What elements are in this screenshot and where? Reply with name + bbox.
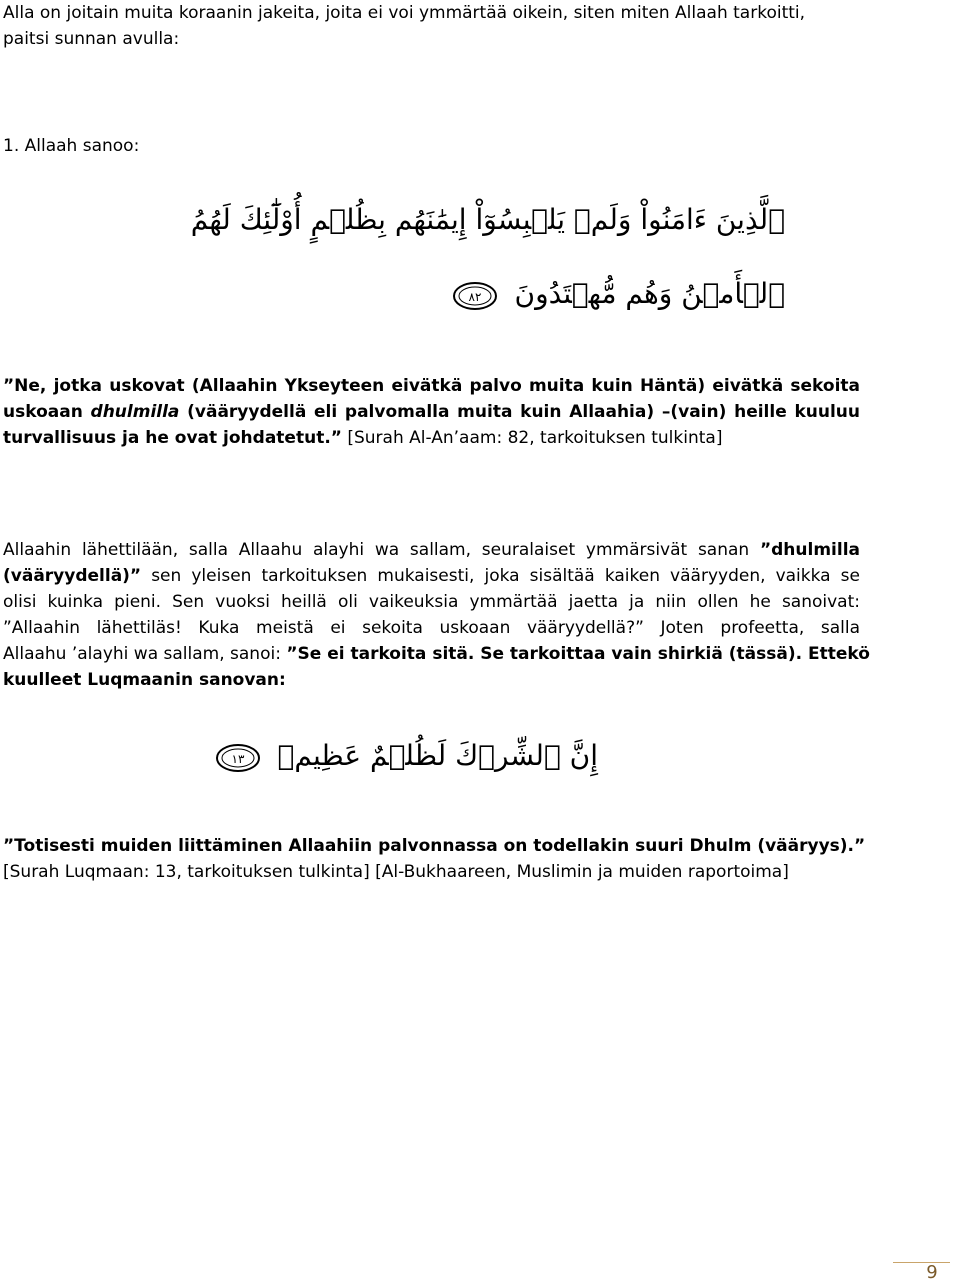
paragraph-line-2: [3, 563, 860, 589]
surah-reference: [Surah Al-An’aam: 82, tarkoituksen tulkinta]: [341, 428, 723, 448]
translation2-line-2: [Surah Luqmaan: 13, tarkoituksen tulkinta] [Al-Bukhaareen, Muslimin ja muiden raportoima]: [3, 862, 789, 882]
verse2-arabic-text: إِنَّ ٱلشِّرۡكَ لَظُلۡمٌ عَظِيمٞ: [277, 739, 598, 772]
paragraph-line-5: [3, 641, 870, 667]
page-number: 9: [926, 1262, 938, 1283]
paragraph-line-4: ”Allaahin lähettiläs! Kuka meistä ei sekoita uskoaan vääryydellä?” Joten profeetta, salla: [3, 618, 860, 638]
translation1-line-2: [3, 399, 860, 425]
translation2-line-1: ”Totisesti muiden liittäminen Allaahiin palvonnassa on todellakin suuri Dhulm (vääryys).”: [3, 836, 866, 856]
translation1-text: (vääryydellä eli palvomalla muita kuin Allaahia) –(vain) heille kuuluu: [179, 402, 861, 422]
term-vaaryydella: (vääryydellä)”: [3, 566, 142, 586]
paragraph-text: sen yleisen tarkoituksen mukaisesti, joka sisältää kaiken vääryyden, vaikka se: [141, 566, 860, 586]
ayah-number-13: ١٣: [231, 752, 245, 766]
verse1-arabic-line-1: ٱلَّذِينَ ءَامَنُواْ وَلَمۡ يَلۡبِسُوٓاْ إِيمَٰنَهُم بِظُلۡمٍ أُوْلَٰٓئِكَ لَهُمُ: [190, 203, 785, 236]
translation1-text: turvallisuus ja he ovat johdatetut.”: [3, 428, 342, 448]
prophet-quote: ”Se ei tarkoita sitä. Se tarkoittaa vain shirkiä (tässä). Ettekö: [286, 644, 870, 664]
ayah-number-82: ٨٢: [468, 290, 482, 304]
paragraph-line-3: olisi kuinka pieni. Sen vuoksi heillä oli vaikeuksia ymmärtää jaetta ja niin ollen he sanoivat:: [3, 592, 860, 612]
ayah-end-marker: [215, 742, 261, 772]
verse1-arabic-line-2: [470, 272, 785, 316]
term-dhulmilla: dhulmilla: [90, 402, 180, 422]
paragraph-text: Allaahu ’alayhi wa sallam, sanoi:: [3, 644, 287, 664]
verse2-arabic: [231, 734, 598, 778]
paragraph-text: Allaahin lähettilään, salla Allaahu alayhi wa sallam, seuralaiset ymmärsivät sanan: [3, 540, 760, 560]
ayah-end-marker: [452, 280, 498, 310]
paragraph-line-6: kuulleet Luqmaanin sanovan:: [3, 670, 286, 690]
translation1-line-1: ”Ne, jotka uskovat (Allaahin Ykseyteen eivätkä palvo muita kuin Häntä) eivätkä sekoita: [3, 376, 860, 396]
translation1-text: uskoaan: [3, 402, 91, 422]
point-heading: 1. Allaah sanoo:: [3, 136, 140, 156]
translation1-line-3: [3, 425, 860, 451]
term-dhulmilla: ”dhulmilla: [759, 540, 860, 560]
verse1-arabic-text: ٱلۡأَمۡنُ وَهُم مُّهۡتَدُونَ: [514, 277, 785, 310]
paragraph-line-1: [3, 537, 860, 563]
intro-line-2: paitsi sunnan avulla:: [3, 29, 180, 49]
intro-line-1: Alla on joitain muita koraanin jakeita, joita ei voi ymmärtää oikein, siten miten Allaah tarkoitti,: [3, 3, 806, 23]
